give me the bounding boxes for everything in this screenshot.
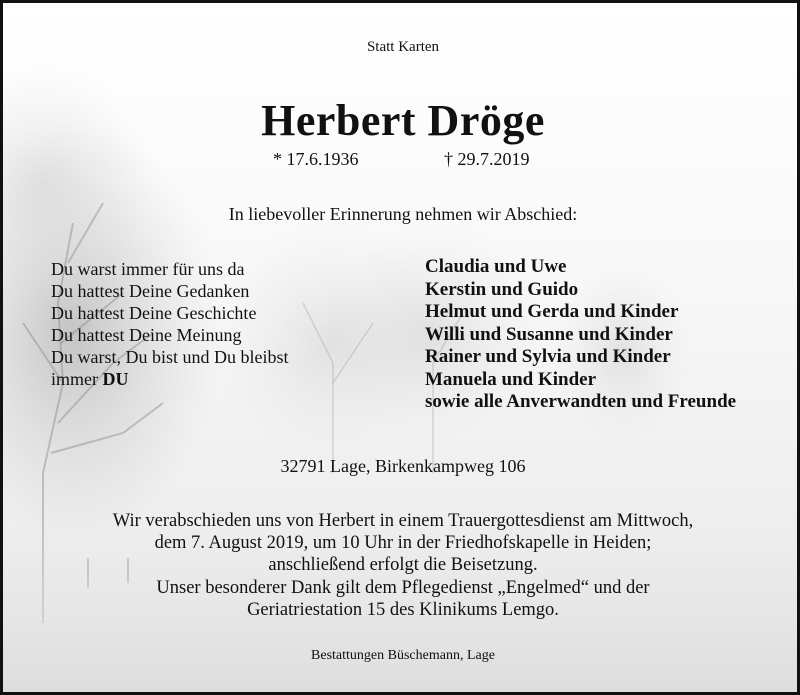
mourner-entry: Helmut und Gerda und Kinder <box>425 301 679 322</box>
intro-text: In liebevoller Erinnerung nehmen wir Abschied: <box>228 204 578 224</box>
notice-content <box>3 3 800 695</box>
poem-line: Du warst immer für uns da <box>51 259 245 279</box>
mourner-entry: Rainer und Sylvia und Kinder <box>425 346 671 367</box>
mourner-entry: Manuela und Kinder <box>425 368 597 390</box>
deceased-name: Herbert Dröge <box>261 96 545 145</box>
death-date: † 29.7.2019 <box>444 149 530 169</box>
funeral-home: Bestattungen Büschemann, Lage <box>311 648 495 663</box>
service-text <box>3 510 800 621</box>
mourner-entry: Claudia und Uwe <box>425 256 567 277</box>
poem-line: Du hattest Deine Gedanken <box>51 281 250 301</box>
mourner-entry: Willi und Susanne und Kinder <box>425 323 673 345</box>
address: 32791 Lage, Birkenkampweg 106 <box>280 456 526 476</box>
service-line: Wir verabschieden uns von Herbert in einem Trauergottesdienst am Mittwoch, <box>112 511 694 531</box>
service-line: Unser besonderer Dank gilt dem Pflegedienst „Engelmed“ und der <box>156 577 650 598</box>
birth-date: * 17.6.1936 <box>273 149 359 169</box>
poem <box>51 258 381 390</box>
poem-line: Du warst, Du bist und Du bleibst <box>51 347 289 367</box>
service-line: anschließend erfolgt die Beisetzung. <box>268 555 538 576</box>
poem-line: Du hattest Deine Geschichte <box>51 303 257 323</box>
poem-line: Du hattest Deine Meinung <box>51 325 242 345</box>
header-statt-karten: Statt Karten <box>366 39 440 55</box>
poem-emphasis: DU <box>102 369 129 389</box>
mourner-entry: sowie alle Anverwandten und Freunde <box>425 391 737 412</box>
service-line: dem 7. August 2019, um 10 Uhr in der Friedhofskapelle in Heiden; <box>154 533 652 554</box>
mourner-entry: Kerstin und Guido <box>425 278 579 300</box>
poem-last-line <box>51 368 381 390</box>
poem-last-prefix: immer <box>51 369 98 389</box>
service-line: Geriatriestation 15 des Klinikums Lemgo. <box>247 599 559 620</box>
mourners-list <box>425 256 785 414</box>
